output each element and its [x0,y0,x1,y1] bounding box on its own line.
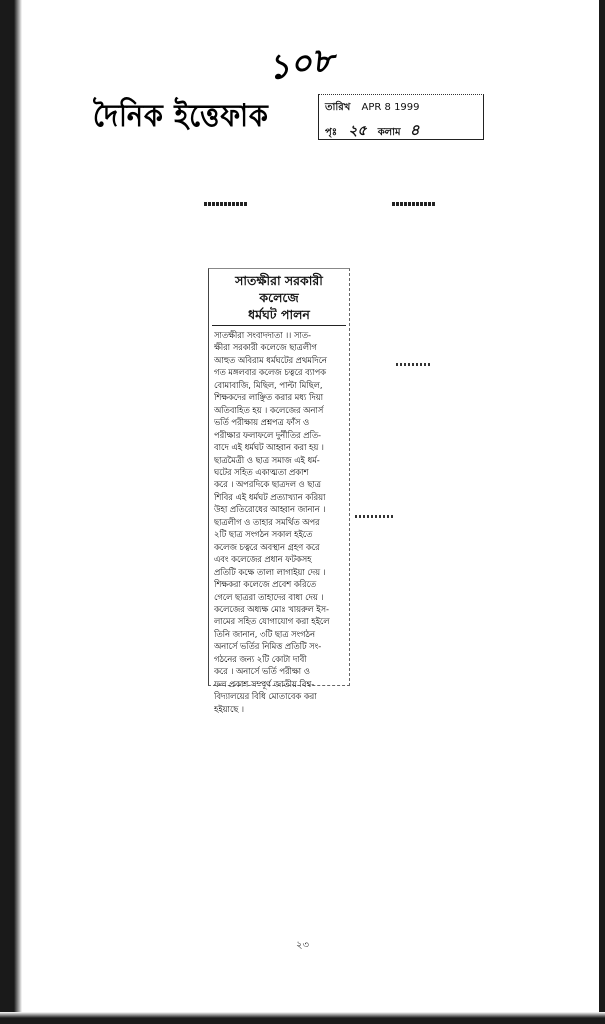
archive-stamp [318,94,484,140]
article-line: উহা প্রতিরোধের আহ্বান জানান । [214,504,326,515]
scan-mark-side [396,363,430,366]
scan-border-bottom [0,1012,605,1024]
article-line: ঘটের সহিত একাত্মতা প্রকাশ [214,466,309,477]
article-line: গত মঙ্গলবার কলেজ চত্বরে ব্যাপক [214,367,326,378]
article-line: গঠনের জন্য ২টি কোটা দাবী [214,653,307,664]
article-line: কলেজ চত্বরে অবস্থান গ্রহণ করে [214,541,320,552]
article-line: অনার্সে ভর্তির নিমিত্ত প্রতিটি সং- [214,641,322,652]
scan-mark-left [204,202,248,206]
article-line: পরীক্ষার ফলাফলে দুর্নীতির প্রতি- [214,429,322,440]
footer-mark: ২৩ [296,940,310,951]
article-line: ছাত্রলীগ ও তাহার সমর্থিত অপর [214,516,320,527]
stamp-page-label: পৃঃ [325,127,338,138]
headline-line: সাতক্ষীরা সরকারী কলেজে [235,273,323,305]
article-line: ফল প্রকাশ সম্পূর্ণ জাতীয় বিশ্ব- [214,678,315,689]
article-line: বিদ্যালয়ের বিধি মোতাবেক করা [214,691,317,702]
article-line: অতিবাহিত হয় । কলেজের অনার্স [214,404,324,415]
article-line: ছাত্রমৈত্রী ও ছাত্র সমাজ এই ধর্ম- [214,454,320,465]
article-line: তিনি জানান, ৩টি ছাত্র সংগঠন [214,628,315,639]
stamp-date-label: তারিখ [325,102,351,113]
scan-mark-side [355,515,393,518]
article-line: আহুত অবিরাম ধর্মঘটের প্রথমদিনে [214,354,327,365]
article-line: কলেজের অধ্যক্ষ মোঃ খায়রুল ইস- [214,603,330,614]
article-line: শিবির এই ধর্মঘট প্রত্যাখ্যান করিয়া [214,491,326,502]
article-line: বাদে এই ধর্মঘট আহ্বান করা হয় । [214,442,324,453]
news-clipping [208,268,350,714]
article-line: লামের সহিত যোগাযোগ করা হইলে [214,616,330,627]
stamp-column-value: ৪ [409,121,420,139]
scan-mark-right [392,202,436,206]
article-body [209,326,349,715]
article-line: শিক্ষকদের লাঞ্ছিত করার মধ্য দিয়া [214,392,323,403]
stamp-column-label: কলাম [377,127,401,138]
handwritten-page-number: ১০৮ [265,39,337,89]
article-line: এবং কলেজের প্রধান ফটকসহ [214,554,312,565]
scan-border-left [0,0,22,1024]
article-line: সাতক্ষীরা সংবাদদাতা ।। সাত- [214,330,311,340]
article-line: প্রতিটি কক্ষে তালা লাগাইয়া দেয় । [214,566,326,577]
scan-border-right [599,0,605,1024]
headline-line: ধর্মঘট পালন [248,307,310,322]
article-line: ভর্তি পরীক্ষায় প্রশ্নপত্র ফাঁস ও [214,417,310,428]
stamp-date-value: APR 8 1999 [361,102,420,113]
article-line: শিক্ষকরা কলেজে প্রবেশ করিতে [214,579,317,590]
stamp-page-value: ২৫ [348,123,367,139]
stamp-page-row [325,119,420,144]
newspaper-masthead: দৈনিক ইত্তেফাক [93,98,269,135]
article-line: করে । অনার্সে ভর্তি পরীক্ষা ও [214,666,310,677]
article-line: ২টি ছাত্র সংগঠন সকাল হইতে [214,529,313,540]
article-line: ক্ষীরা সরকারী কলেজে ছাত্রলীগ [214,342,317,353]
article-line: করে । অপরদিকে ছাত্রদল ও ছাত্র [214,479,321,490]
article-line: গেলে ছাত্ররা তাহাদের বাধা দেয় । [214,591,324,602]
stamp-date-row [325,100,420,117]
article-headline [212,269,346,326]
article-line: বোমাবাজি, মিছিল, পাল্টা মিছিল, [214,379,323,390]
article-line: হইয়াছে । [214,703,244,714]
